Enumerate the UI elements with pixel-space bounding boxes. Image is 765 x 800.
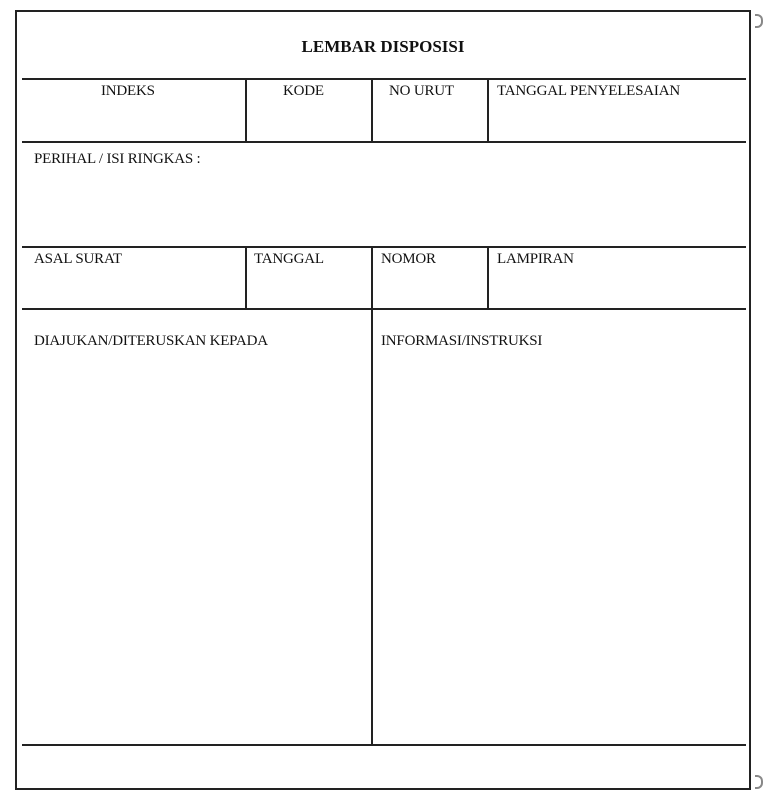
row2-top-line	[22, 246, 746, 248]
label-informasi: INFORMASI/INSTRUKSI	[381, 333, 543, 349]
label-tanggal-penyelesaian: TANGGAL PENYELESAIAN	[497, 83, 680, 99]
label-no-urut: NO URUT	[389, 83, 454, 99]
row1-divider-1	[245, 78, 247, 142]
row1-divider-3	[487, 78, 489, 142]
form-title: LEMBAR DISPOSISI	[301, 37, 465, 56]
label-tanggal: TANGGAL	[254, 251, 324, 267]
label-kode: KODE	[283, 83, 324, 99]
row2-divider-2	[371, 246, 373, 309]
label-diajukan: DIAJUKAN/DITERUSKAN KEPADA	[34, 333, 268, 349]
edge-mark-top	[755, 14, 763, 28]
row2-divider-3	[487, 246, 489, 309]
label-indeks: INDEKS	[101, 83, 155, 99]
row1-bottom-line	[22, 141, 746, 143]
label-perihal: PERIHAL / ISI RINGKAS :	[34, 151, 201, 167]
row1-divider-2	[371, 78, 373, 142]
disposition-form	[15, 10, 751, 790]
edge-mark-bottom	[755, 775, 763, 789]
label-nomor: NOMOR	[381, 251, 436, 267]
bottom-section-line	[22, 744, 746, 746]
row2-bottom-line	[22, 308, 746, 310]
label-lampiran: LAMPIRAN	[497, 251, 574, 267]
lower-section-divider	[371, 308, 373, 745]
row1-top-line	[22, 78, 746, 80]
row2-divider-1	[245, 246, 247, 309]
label-asal-surat: ASAL SURAT	[34, 251, 122, 267]
